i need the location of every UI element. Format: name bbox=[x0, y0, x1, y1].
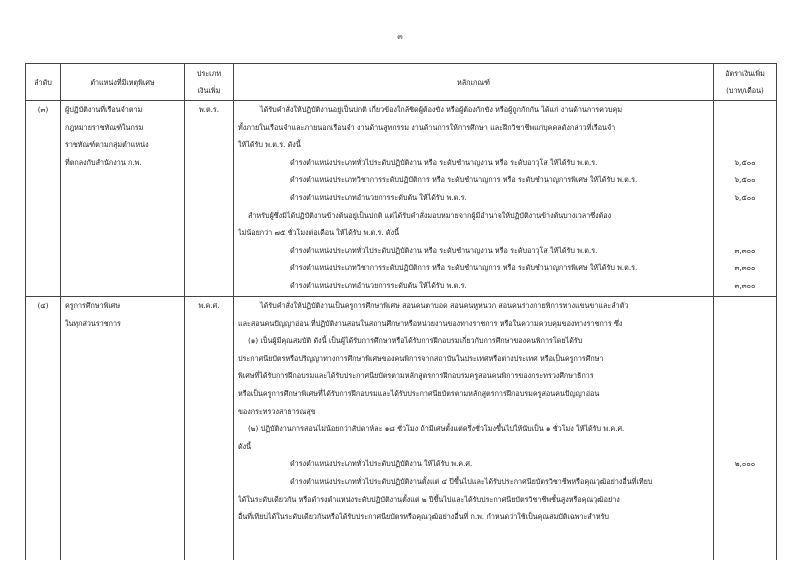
rate-value bbox=[718, 136, 772, 154]
rate-value bbox=[718, 224, 772, 242]
criteria-line: ดำรงตำแหน่งประเภทวิชาการระดับปฏิบัติการ หรือ ระดับชำนาญการ หรือ ระดับชำนาญการพิเศษ ให้ได้รับ พ.ต.ร. bbox=[290, 175, 638, 185]
rate-value bbox=[718, 385, 772, 403]
row-seq: (๔) bbox=[26, 297, 61, 561]
criteria-line: ทั้งภายในเรือนจำและภายนอกเรือนจำ งานด้านสูทกรรม งานด้านการให้การศึกษา และฝึกวิชาชีพแก่บุคคลดังกล่าวที่เรือนจำ bbox=[238, 122, 616, 132]
row-seq: (๓) bbox=[26, 101, 61, 297]
position-line: ครูการศึกษาพิเศษ bbox=[65, 301, 121, 310]
position-line: ราชทัณฑ์ตามกลุ่มตำแหน่ง bbox=[65, 140, 149, 150]
rate-value bbox=[718, 119, 772, 137]
row-rate bbox=[714, 297, 777, 561]
criteria-line: (๒) ปฏิบัติงานการสอนไม่น้อยกว่าสัปดาห์ละ ๑๘ ชั่วโมง ถ้ามีเศษตั้งแต่ครึ่งชั่วโมงขึ้นไปให้นับเป็น ๑ ชั่วโมง ให้ได้รับ พ.ค.ศ. bbox=[248, 424, 625, 434]
row-criteria bbox=[234, 101, 714, 297]
table-row bbox=[26, 297, 777, 561]
header-criteria: หลักเกณฑ์ bbox=[234, 64, 714, 101]
rate-value bbox=[718, 207, 772, 225]
rate-value: ๖,๕๐๐ bbox=[734, 192, 756, 202]
header-position: ตำแหน่งที่มีเหตุพิเศษ bbox=[61, 64, 185, 101]
row-position bbox=[61, 297, 185, 561]
header-type-line2: เงินเพิ่ม bbox=[197, 86, 221, 95]
criteria-line: หรือเป็นครูการศึกษาพิเศษที่ได้รับการฝึกอบรมและได้รับประกาศนียบัตรตามหลักสูตรการฝึกอบรมครูสอนคนปัญญาอ่อน bbox=[238, 388, 600, 398]
page-number: ๓ bbox=[397, 32, 403, 41]
rate-value bbox=[718, 403, 772, 421]
header-rate bbox=[714, 64, 777, 101]
criteria-line: ให้ได้รับ พ.ต.ร. ดังนี้ bbox=[238, 140, 301, 150]
rate-value bbox=[718, 508, 772, 526]
criteria-line: ได้ในระดับเดียวกัน หรือดำรงตำแหน่งระดับปฏิบัติงานตั้งแต่ ๒ ปีขึ้นไปและได้รับประกาศนียบัตรวิชาชีพชั้นสูงหรือคุณวุฒิอย่าง bbox=[238, 494, 620, 504]
criteria-line: ดำรงตำแหน่งประเภททั่วไประดับปฏิบัติงาน หรือ ระดับชำนาญงาน หรือ ระดับอาวุโส ให้ได้รับ พ.ต.ร. bbox=[290, 157, 598, 167]
criteria-line: ดำรงตำแหน่งประเภทอำนวยการระดับต้น ให้ได้รับ พ.ต.ร. bbox=[290, 280, 467, 290]
criteria-line: ดำรงตำแหน่งประเภทอำนวยการระดับต้น ให้ได้รับ พ.ต.ร. bbox=[290, 192, 467, 202]
criteria-line: สำหรับผู้ซึ่งมิได้ปฏิบัติงานข้างต้นอยู่เป็นปกติ แต่ได้รับคำสั่งมอบหมายจากผู้มีอำนาจให้ปฏิบัติงานข้างต้นบางเวลาซึ่งต้อง bbox=[248, 210, 612, 220]
criteria-line: อื่นที่เทียบได้ในระดับเดียวกันหรือได้รับประกาศนียบัตรหรือคุณวุฒิอย่างอื่นที่ ก.พ. กำหนดว่าใช้เป็นคุณสมบัติเฉพาะสำหรับ bbox=[238, 512, 609, 522]
rate-value bbox=[718, 350, 772, 368]
header-type-line1: ประเภท bbox=[196, 69, 222, 78]
header-rate-line2: (บาท/เดือน) bbox=[726, 86, 764, 95]
criteria-line: ดำรงตำแหน่งประเภทวิชาการระดับปฏิบัติการ หรือ ระดับชำนาญการ หรือ ระดับชำนาญการพิเศษ ให้ได้รับ พ.ต.ร. bbox=[290, 263, 638, 273]
criteria-line: (๑) เป็นผู้มีคุณสมบัติ ดังนี้ เป็นผู้ได้รับการศึกษาหรือได้รับการฝึกอบรมเกี่ยวกับการศึกษาของคนพิการโดยได้รับ bbox=[248, 336, 583, 346]
criteria-line: ดำรงตำแหน่งประเภททั่วไประดับปฏิบัติงาน หรือ ระดับชำนาญงาน หรือ ระดับอาวุโส ให้ได้รับ พ.ต.ร. bbox=[290, 245, 598, 255]
criteria-line: ไม่น้อยกว่า ๗๕ ชั่วโมงต่อเดือน ให้ได้รับ พ.ต.ร. ดังนี้ bbox=[238, 228, 400, 238]
row-rate bbox=[714, 101, 777, 297]
criteria-line: ของกระทรวงสาธารณสุข bbox=[238, 406, 316, 416]
rate-value bbox=[718, 473, 772, 491]
header-type bbox=[185, 64, 234, 101]
rate-value: ๓,๓๐๐ bbox=[734, 245, 756, 255]
row-position bbox=[61, 101, 185, 297]
header-seq: ลำดับ bbox=[26, 64, 61, 101]
rate-value bbox=[718, 367, 772, 385]
row-criteria bbox=[234, 297, 714, 561]
position-line: ผู้ปฏิบัติงานที่เรือนจำตาม bbox=[65, 105, 143, 114]
criteria-line: ดำรงตำแหน่งประเภททั่วไประดับปฏิบัติงานตั้งแต่ ๔ ปีขึ้นไปและได้รับประกาศนียบัตรวิชาชีพหรือคุณวุฒิอย่างอื่นที่เทียบ bbox=[290, 476, 653, 486]
table-header-row bbox=[26, 64, 777, 101]
criteria-line: ประกาศนียบัตรหรือปริญญาทางการศึกษาพิเศษของคนพิการจากสถาบันในประเทศหรือต่างประเทศ หรือเป็นครูการศึกษา bbox=[238, 353, 604, 363]
position-line: กฎหมายราชทัณฑ์ในกรม bbox=[65, 122, 144, 132]
rate-value bbox=[718, 438, 772, 456]
criteria-line: และสอนคนปัญญาอ่อน ที่ปฏิบัติงานสอนในสถานศึกษาหรือหน่วยงานของทางราชการ หรือในความควบคุมของทางราชการ ซึ่ง bbox=[238, 318, 623, 328]
rate-value bbox=[718, 101, 772, 119]
position-line: ที่ตกลงกับสำนักงาน ก.พ. bbox=[65, 157, 142, 167]
rate-value: ๒,๐๐๐ bbox=[734, 459, 756, 469]
rate-value bbox=[718, 420, 772, 438]
special-allowance-table bbox=[25, 63, 777, 560]
header-rate-line1: อัตราเงินเพิ่ม bbox=[725, 69, 765, 78]
rate-value: ๓,๓๐๐ bbox=[734, 280, 756, 290]
row-type: พ.ต.ร. bbox=[185, 101, 234, 297]
position-line: ในทุกส่วนราชการ bbox=[65, 318, 121, 328]
criteria-line: ได้รับคำสั่งให้ปฏิบัติงานเป็นครูการศึกษาพิเศษ สอนคนตาบอด สอนคนหูหนวก สอนคนร่างกายพิการทางแขนขาและลำตัว bbox=[260, 301, 629, 310]
table-row bbox=[26, 101, 777, 297]
rate-value bbox=[718, 297, 772, 315]
rate-value bbox=[718, 491, 772, 509]
rate-value: ๖,๕๐๐ bbox=[734, 175, 756, 185]
criteria-line: ดำรงตำแหน่งประเภททั่วไประดับปฏิบัติงาน ให้ได้รับ พ.ค.ศ. bbox=[290, 459, 473, 469]
rate-value: ๓,๓๐๐ bbox=[734, 263, 756, 273]
criteria-line: พิเศษที่ได้รับการฝึกอบรมและได้รับประกาศนียบัตรตามหลักสูตรการฝึกอบรมครูสอนคนพิการของกระทรวงศึกษาธิการ bbox=[238, 371, 594, 381]
criteria-line: ดังนี้ bbox=[238, 441, 252, 451]
criteria-line: ได้รับคำสั่งให้ปฏิบัติงานอยู่เป็นปกติ เกี่ยวข้องใกล้ชิดผู้ต้องขัง หรือผู้ต้องกักขัง หรือผู้ถูกกักกัน ได้แก่ งานด้านการควบคุม bbox=[260, 105, 623, 114]
row-type: พ.ค.ศ. bbox=[185, 297, 234, 561]
rate-value bbox=[718, 332, 772, 350]
rate-value: ๖,๕๐๐ bbox=[734, 157, 756, 167]
rate-value bbox=[718, 315, 772, 333]
